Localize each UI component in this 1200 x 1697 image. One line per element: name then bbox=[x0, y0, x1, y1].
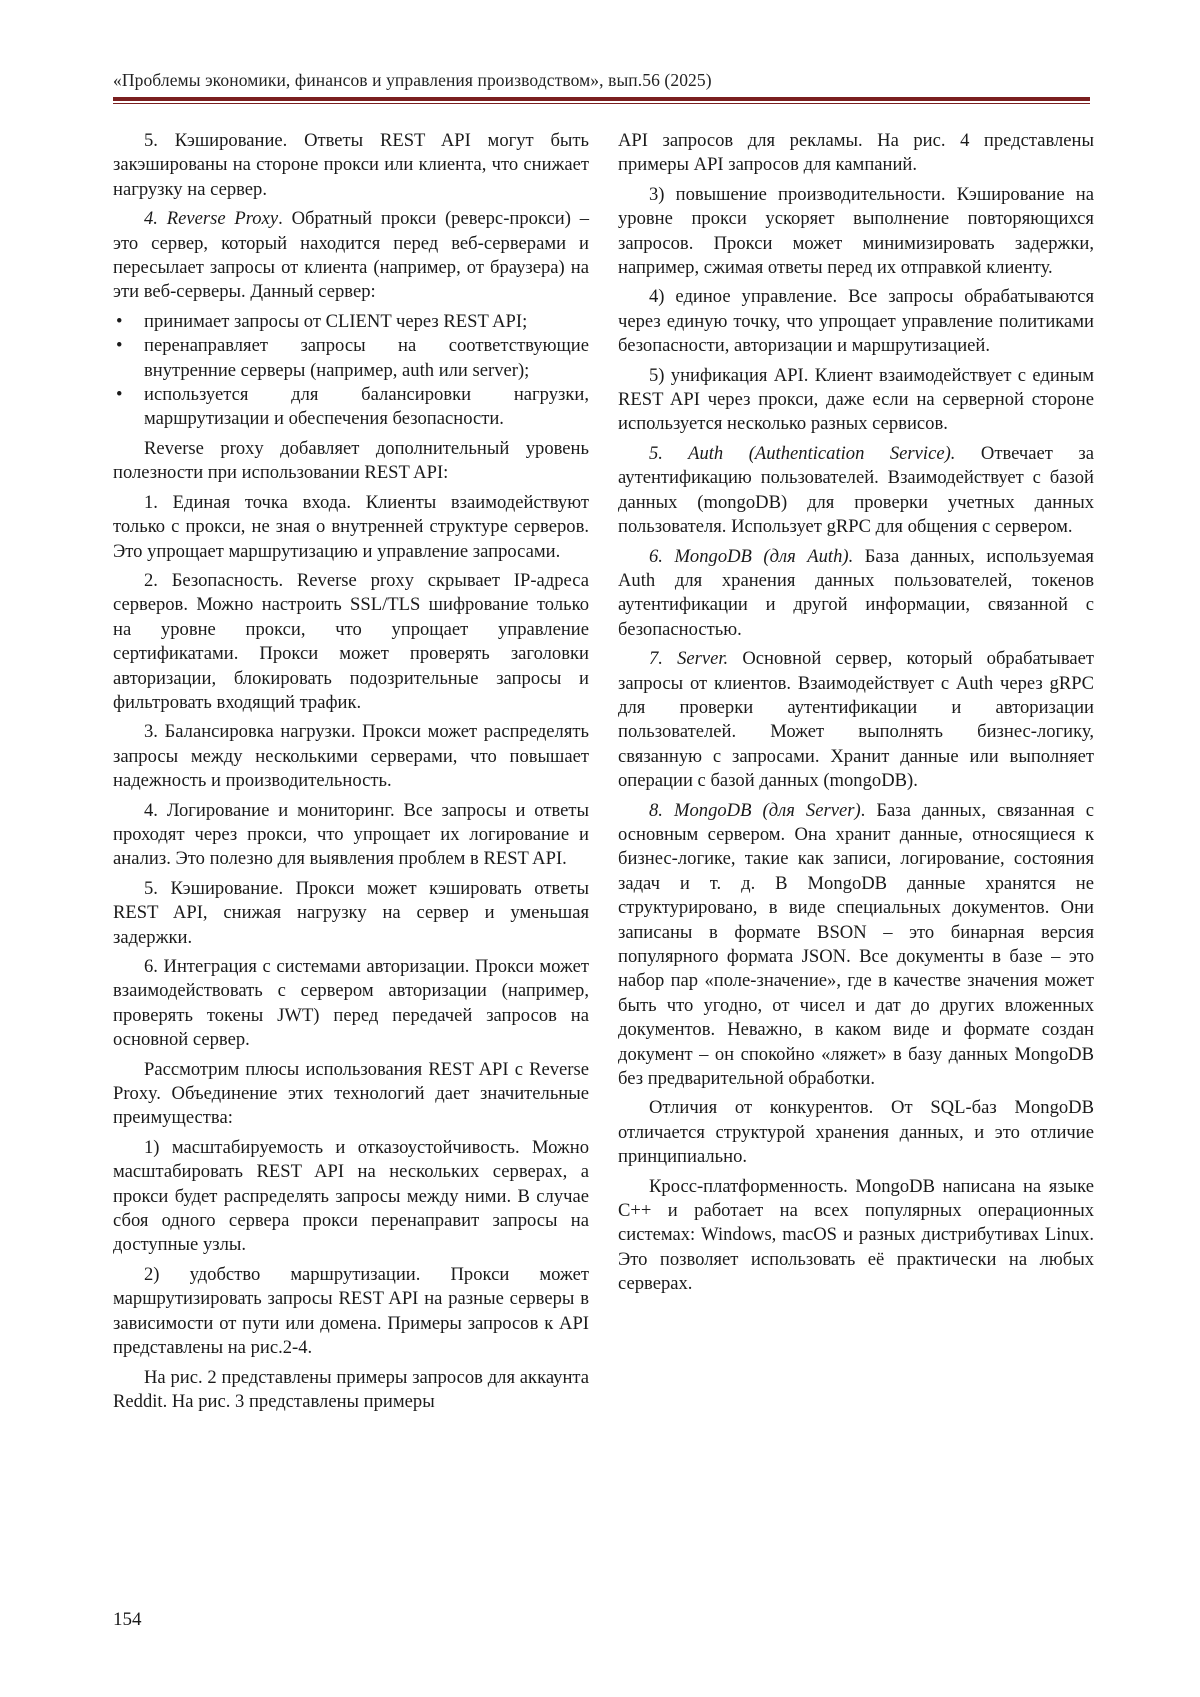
paragraph: 1) масштабируемость и отказоустойчивость. Можно масштабировать REST API на нескольких серверах, а прокси будет распределять запросы между ними. В случае сбоя одного сервера прокси перенаправит запросы на доступные узлы. bbox=[113, 1136, 589, 1256]
paragraph: 5) унификация API. Клиент взаимодействует с единым REST API через прокси, даже если на серверной стороне используется несколько разных сервисов. bbox=[618, 364, 1094, 435]
paragraph-mongodb-server: 8. MongoDB (для Server). База данных, связанная с основным сервером. Она хранит данные, относящиеся к бизнес-логике, такие как записи, логирование, состояния задач и т. д. В MongoDB данные хранятся не структурировано, в виде специальных документов. Они записаны в формате BSON – это бинарная версия популярного формата JSON. Все документы в базе – это набор пар «поле-значение», где в качестве значения может быть что угодно, от чисел и дат до других вложенных документов. Неважно, в каком виде и формате создан документ – он спокойно «ляжет» в базу данных MongoDB без предварительной обработки. bbox=[618, 799, 1095, 1090]
list-item: • используется для балансировки нагрузки, маршрутизации и обеспечения безопасности. bbox=[116, 384, 589, 430]
paragraph: 2. Безопасность. Reverse proxy скрывает IP-адреса серверов. Можно настроить SSL/TLS шифрование только на уровне прокси, что упрощает управление сертификатами. Прокси может проверять заголовки авторизации, блокировать подозрительные запросы и фильтровать входящий трафик. bbox=[113, 569, 589, 713]
paragraph: 3) повышение производительности. Кэширование на уровне прокси ускоряет выполнение повторяющихся запросов. Прокси может минимизировать задержки, например, сжимая ответы перед их отправкой клиенту. bbox=[618, 183, 1094, 279]
journal-header: «Проблемы экономики, финансов и управления производством», вып.56 (2025) bbox=[113, 70, 712, 90]
header-rule-thick bbox=[113, 97, 1090, 101]
paragraph-server: 7. Server. Основной сервер, который обрабатывает запросы от клиентов. Взаимодействует с Auth через gRPC для проверки аутентификации и авторизации пользователей. Может выполнять бизнес-логику, связанную с запросами. Хранит данные или выполняет операции с базой данных (mongoDB). bbox=[618, 648, 1094, 792]
section-heading: 7. Server. bbox=[649, 648, 729, 670]
paragraph: 6. Интеграция с системами авторизации. Прокси может взаимодействовать с сервером авторизации (например, проверять токены JWT) перед передачей запросов на основной сервер. bbox=[113, 956, 589, 1051]
bullet-icon: • bbox=[116, 310, 123, 332]
list-item: • перенаправляет запросы на соответствующие внутренние серверы (например, auth или server); bbox=[116, 335, 589, 381]
section-heading: 5. Auth (Authentication Service). bbox=[649, 442, 956, 464]
paragraph: 5. Кэширование. Прокси может кэшировать ответы REST API, снижая нагрузку на сервер и уменьшая задержки. bbox=[113, 877, 589, 948]
left-column bbox=[113, 129, 589, 1419]
paragraph: На рис. 2 представлены примеры запросов для аккаунта Reddit. На рис. 3 представлены примеры bbox=[113, 1366, 589, 1412]
bullet-icon: • bbox=[116, 335, 123, 357]
paragraph: 4. Логирование и мониторинг. Все запросы и ответы проходят через прокси, что упрощает их логирование и анализ. Это полезно для выявления проблем в REST API. bbox=[113, 799, 589, 870]
header-rule-thin bbox=[113, 103, 1090, 104]
page-number: 154 bbox=[113, 1609, 142, 1630]
section-heading: 4. Reverse Proxy bbox=[144, 208, 279, 230]
right-column bbox=[618, 129, 1094, 1302]
paragraph-reverse-proxy: 4. Reverse Proxy. Обратный прокси (реверс-прокси) – это сервер, который находится перед веб-серверами и пересылает запросы от клиента (например, от браузера) на эти веб-серверы. Данный сервер: bbox=[113, 208, 589, 303]
paragraph: Reverse proxy добавляет дополнительный уровень полезности при использовании REST API: bbox=[113, 437, 589, 484]
paragraph: Кросс-платформенность. MongoDB написана на языке C++ и работает на всех популярных операционных системах: Windows, macOS и разных дистрибутивах Linux. Это позволяет использовать её практически на любых серверах. bbox=[618, 1175, 1094, 1295]
list-item: • принимает запросы от CLIENT через REST API; bbox=[113, 310, 589, 334]
paragraph: 2) удобство маршрутизации. Прокси может маршрутизировать запросы REST API на разные серверы в зависимости от пути или домена. Примеры запросов к API представлены на рис.2-4. bbox=[113, 1263, 589, 1359]
paragraph: API запросов для рекламы. На рис. 4 представлены примеры API запросов для кампаний. bbox=[618, 130, 1094, 176]
paragraph: 4) единое управление. Все запросы обрабатываются через единую точку, что упрощает управление политиками безопасности, авторизации и маршрутизацией. bbox=[618, 286, 1094, 357]
paragraph: 3. Балансировка нагрузки. Прокси может распределять запросы между несколькими серверами, что повышает надежность и производительность. bbox=[113, 721, 589, 792]
paragraph: 1. Единая точка входа. Клиенты взаимодействуют только с прокси, не зная о внутренней структуре серверов. Это упрощает маршрутизацию и управление запросами. bbox=[113, 491, 589, 562]
bullet-icon: • bbox=[116, 384, 123, 406]
paragraph-mongodb-auth: 6. MongoDB (для Auth). База данных, используемая Auth для хранения данных пользователей, токенов аутентификации и другой информации, связанной с безопасностью. bbox=[618, 545, 1094, 640]
bullet-list bbox=[113, 310, 589, 432]
paragraph: 5. Кэширование. Ответы REST API могут быть закэшированы на стороне прокси или клиента, что снижает нагрузку на сервер. bbox=[113, 130, 589, 200]
section-heading: 8. MongoDB (для Server) bbox=[649, 799, 861, 821]
paragraph: Отличия от конкурентов. От SQL-баз MongoDB отличается структурой хранения данных, и это отличие принципиально. bbox=[618, 1097, 1094, 1168]
section-heading: 6. MongoDB (для Auth). bbox=[649, 545, 854, 567]
paragraph: Рассмотрим плюсы использования REST API с Reverse Proxy. Объединение этих технологий дает значительные преимущества: bbox=[113, 1058, 589, 1129]
paragraph-auth: 5. Auth (Authentication Service). Отвечает за аутентификацию пользователей. Взаимодействует с базой данных (mongoDB) для проверки учетных данных пользователя. Использует gRPC для общения с сервером. bbox=[618, 442, 1094, 538]
